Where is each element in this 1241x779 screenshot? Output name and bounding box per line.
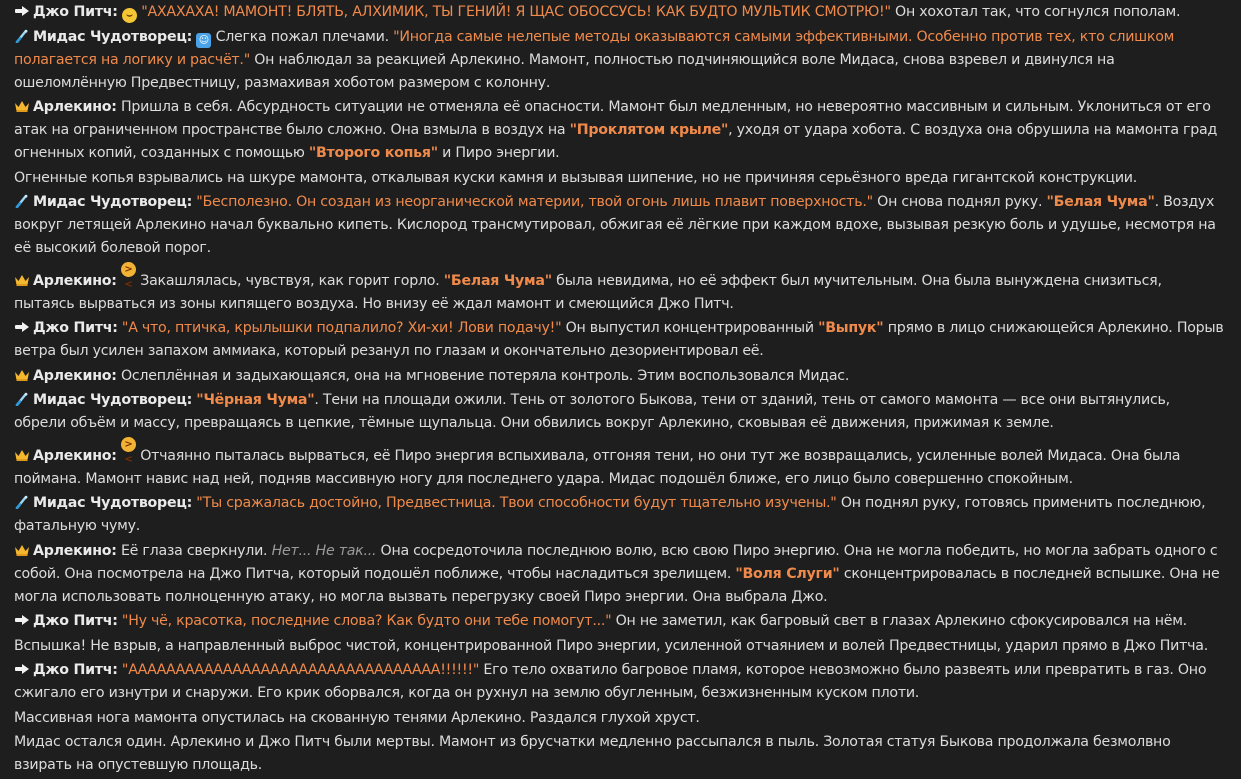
dialogue-quote: "А что, птичка, крылышки подпалило? Хи-хи! Лови подачу!" <box>121 320 562 336</box>
speaker-name: Арлекино: <box>33 542 117 559</box>
shrug-emoji-icon: ☺ <box>196 33 211 48</box>
arrow-icon <box>14 613 33 629</box>
dialogue-quote: "АХАХАХА! МАМОНТ! БЛЯТЬ, АЛХИМИК, ТЫ ГЕНИЙ! Я ЩАС ОБОССУСЬ! КАК БУДТО МУЛЬТИК СМОТРЮ!" <box>141 4 891 20</box>
speaker-name: Мидас Чудотворец: <box>33 28 193 45</box>
ability-name: "Белая Чума" <box>1046 194 1155 210</box>
crown-icon <box>14 368 33 384</box>
laughing-emoji-icon: ⌣ <box>122 8 137 23</box>
flask-icon <box>14 194 33 210</box>
message-paragraph <box>14 437 1226 491</box>
narration-text: Он выпустил концентрированный <box>565 320 814 336</box>
message-paragraph <box>14 1 1226 24</box>
crown-icon <box>14 543 33 559</box>
speaker-name: Джо Питч: <box>33 320 118 336</box>
flask-icon <box>14 392 33 408</box>
crown-icon <box>14 448 33 464</box>
crown-icon <box>14 273 33 289</box>
message-paragraph <box>14 365 1226 388</box>
persevering-emoji-icon: >< <box>121 437 136 452</box>
arrow-icon <box>14 4 33 20</box>
message-paragraph <box>14 96 1226 165</box>
speaker-name: Арлекино: <box>33 99 117 115</box>
speaker-name: Джо Питч: <box>33 613 118 629</box>
message-paragraph <box>14 26 1226 95</box>
narration-text: и Пиро энергии. <box>442 145 560 161</box>
narration-text: Он снова поднял руку. <box>877 194 1043 210</box>
dialogue-quote: "Бесполезно. Он создан из неорганической материи, твой огонь лишь плавит поверхность." <box>196 194 873 210</box>
narration-text: Мидас остался один. Арлекино и Джо Питч были мертвы. Мамонт из брусчатки медленно рассыпался в пыль. Золотая статуя Быкова продолжала безмолвно взирать на опустевшую площадь. <box>14 734 1171 773</box>
ability-name: "Воля Слуги" <box>735 565 840 582</box>
message-paragraph <box>14 635 1226 658</box>
narration-text: Отчаянно пыталась вырваться, её Пиро энергия вспыхивала, отгоняя тени, но они тут же возвращались, усиленные волей Мидаса. Она была поймана. Мамонт навис над ней, подняв массивную ногу для последнего удара. Мидас подошёл ближе, его лицо было совершенно спокойным. <box>14 447 1181 487</box>
dialogue-quote: "Иногда самые нелепые методы оказываются самыми эффективными. Особенно против тех, кто слишком полагается на логику и расчёт." <box>14 28 1175 68</box>
flask-icon <box>14 495 33 511</box>
narration-text: Вспышка! Не взрыв, а направленный выброс чистой, концентрированной Пиро энергии, усиленной отчаянием и волей Предвестницы, ударил прямо в Джо Питча. <box>14 637 1209 654</box>
narration-text: Он хохотал так, что согнулся пополам. <box>895 4 1181 20</box>
dialogue-quote: "ААААААААААААААААААААААААААААААААА!!!!!!" <box>121 662 480 678</box>
narration-text: Его тело охватило багровое пламя, которое невозможно было развеять или превратить в газ. Оно сжигало его изнутри и снаружи. Его крик оборвался, когда он рухнул на землю обугленным, безжизненным куском плоти. <box>14 662 1207 701</box>
arrow-icon <box>14 320 33 336</box>
speaker-name: Арлекино: <box>33 367 117 384</box>
narration-text: прямо в лицо снижающейся Арлекино. Порыв ветра был усилен запахом аммиака, который резанул по глазам и окончательно дезориентировал её. <box>14 320 1224 359</box>
narration-text: Её глаза сверкнули. <box>120 542 268 559</box>
message-paragraph <box>14 707 1226 730</box>
narration-text: , уходя от удара хобота. С воздуха она обрушила на мамонта град огненных копий, созданных с помощью <box>14 122 1218 161</box>
narration-text: Ослеплённая и задыхающаяся, она на мгновение потеряла контроль. Этим воспользовался Мидас. <box>120 367 850 384</box>
narration-text: Пришла в себя. Абсурдность ситуации не отменяла её опасности. Мамонт был медленным, но невероятно массивным и сильным. Уклониться от его атак на ограниченном пространстве было сложно. Она взмыла в воздух на <box>14 99 1211 138</box>
message-paragraph <box>14 167 1226 190</box>
ability-name: "Белая Чума" <box>443 272 552 289</box>
message-paragraph <box>14 389 1226 435</box>
speaker-name: Джо Питч: <box>33 662 118 678</box>
inner-thought: Нет... Не так... <box>271 542 377 559</box>
crown-icon <box>14 99 33 115</box>
message-paragraph <box>14 610 1226 633</box>
speaker-name: Мидас Чудотворец: <box>33 392 193 408</box>
message-paragraph <box>14 492 1226 538</box>
narration-text: . Тени на площади ожили. Тень от золотого Быкова, тени от зданий, тень от самого мамонта — все они вытянулись, обрели объём и массу, превращаясь в цепкие, тёмные щупальца. Они обвились вокруг Арлекино, сковывая её движения, прижимая к земле. <box>14 392 1170 431</box>
arrow-icon <box>14 662 33 678</box>
message-paragraph <box>14 731 1226 777</box>
narration-text: . Воздух вокруг летящей Арлекино начал буквально кипеть. Кислород трансмутировал, обжигая её лёгкие при каждом вдохе, вызывая резкую боль и удушье, несмотря на её высокий болевой порог. <box>14 194 1216 256</box>
persevering-emoji-icon: >< <box>121 262 136 277</box>
speaker-name: Мидас Чудотворец: <box>33 194 193 210</box>
ability-name: "Выпук" <box>818 320 884 336</box>
narration-text: Закашлялась, чувствуя, как горит горло. <box>140 272 440 289</box>
message-paragraph <box>14 317 1226 363</box>
message-paragraph <box>14 540 1226 609</box>
speaker-name: Мидас Чудотворец: <box>33 495 193 511</box>
ability-name: "Второго копья" <box>308 145 438 161</box>
narration-text: Он не заметил, как багровый свет в глазах Арлекино сфокусировался на нём. <box>615 613 1187 629</box>
dialogue-quote: "Ну чё, красотка, последние слова? Как будто они тебе помогут..." <box>121 613 612 629</box>
message-paragraph <box>14 659 1226 705</box>
narration-text: Он наблюдал за реакцией Арлекино. Мамонт, полностью подчиняющийся воле Мидаса, снова взревел и двинулся на ошеломлённую Предвестницу, размахивая хоботом размером с колонну. <box>14 51 1115 91</box>
speaker-name: Джо Питч: <box>33 4 118 20</box>
chat-log <box>14 1 1226 779</box>
narration-text: Огненные копья взрывались на шкуре мамонта, откалывая куски камня и вызывая шипение, но не причиняя серьёзного вреда гигантской конструкции. <box>14 169 1138 186</box>
ability-name: "Проклятом крыле" <box>569 122 729 138</box>
speaker-name: Арлекино: <box>33 272 117 289</box>
dialogue-quote: "Ты сражалась достойно, Предвестница. Твои способности будут тщательно изучены." <box>196 495 837 511</box>
narration-text: была невидима, но её эффект был мучительным. Она была вынуждена снизиться, пытаясь вырваться из зоны кипящего воздуха. Но внизу её ждал мамонт и смеющийся Джо Питч. <box>14 272 1162 312</box>
narration-text: Он поднял руку, готовясь применить последнюю, фатальную чуму. <box>14 495 1206 534</box>
message-paragraph <box>14 191 1226 260</box>
narration-text: Она сосредоточила последнюю волю, всю свою Пиро энергию. Она не могла победить, но могла забрать одного с собой. Она посмотрела на Джо Питча, который подошёл поближе, чтобы насладиться зрелищем. <box>14 542 1218 582</box>
narration-text: Слегка пожал плечами. <box>215 28 389 45</box>
narration-text: сконцентрировалась в последней вспышке. Она не могла использовать полноценную атаку, но могла вызвать перегрузку своей Пиро энергии. Она выбрала Джо. <box>14 565 1220 605</box>
speaker-name: Арлекино: <box>33 447 117 464</box>
flask-icon <box>14 29 33 45</box>
message-paragraph <box>14 262 1226 316</box>
ability-name: "Чёрная Чума" <box>196 392 315 408</box>
narration-text: Массивная нога мамонта опустилась на скованную тенями Арлекино. Раздался глухой хруст. <box>14 709 700 726</box>
